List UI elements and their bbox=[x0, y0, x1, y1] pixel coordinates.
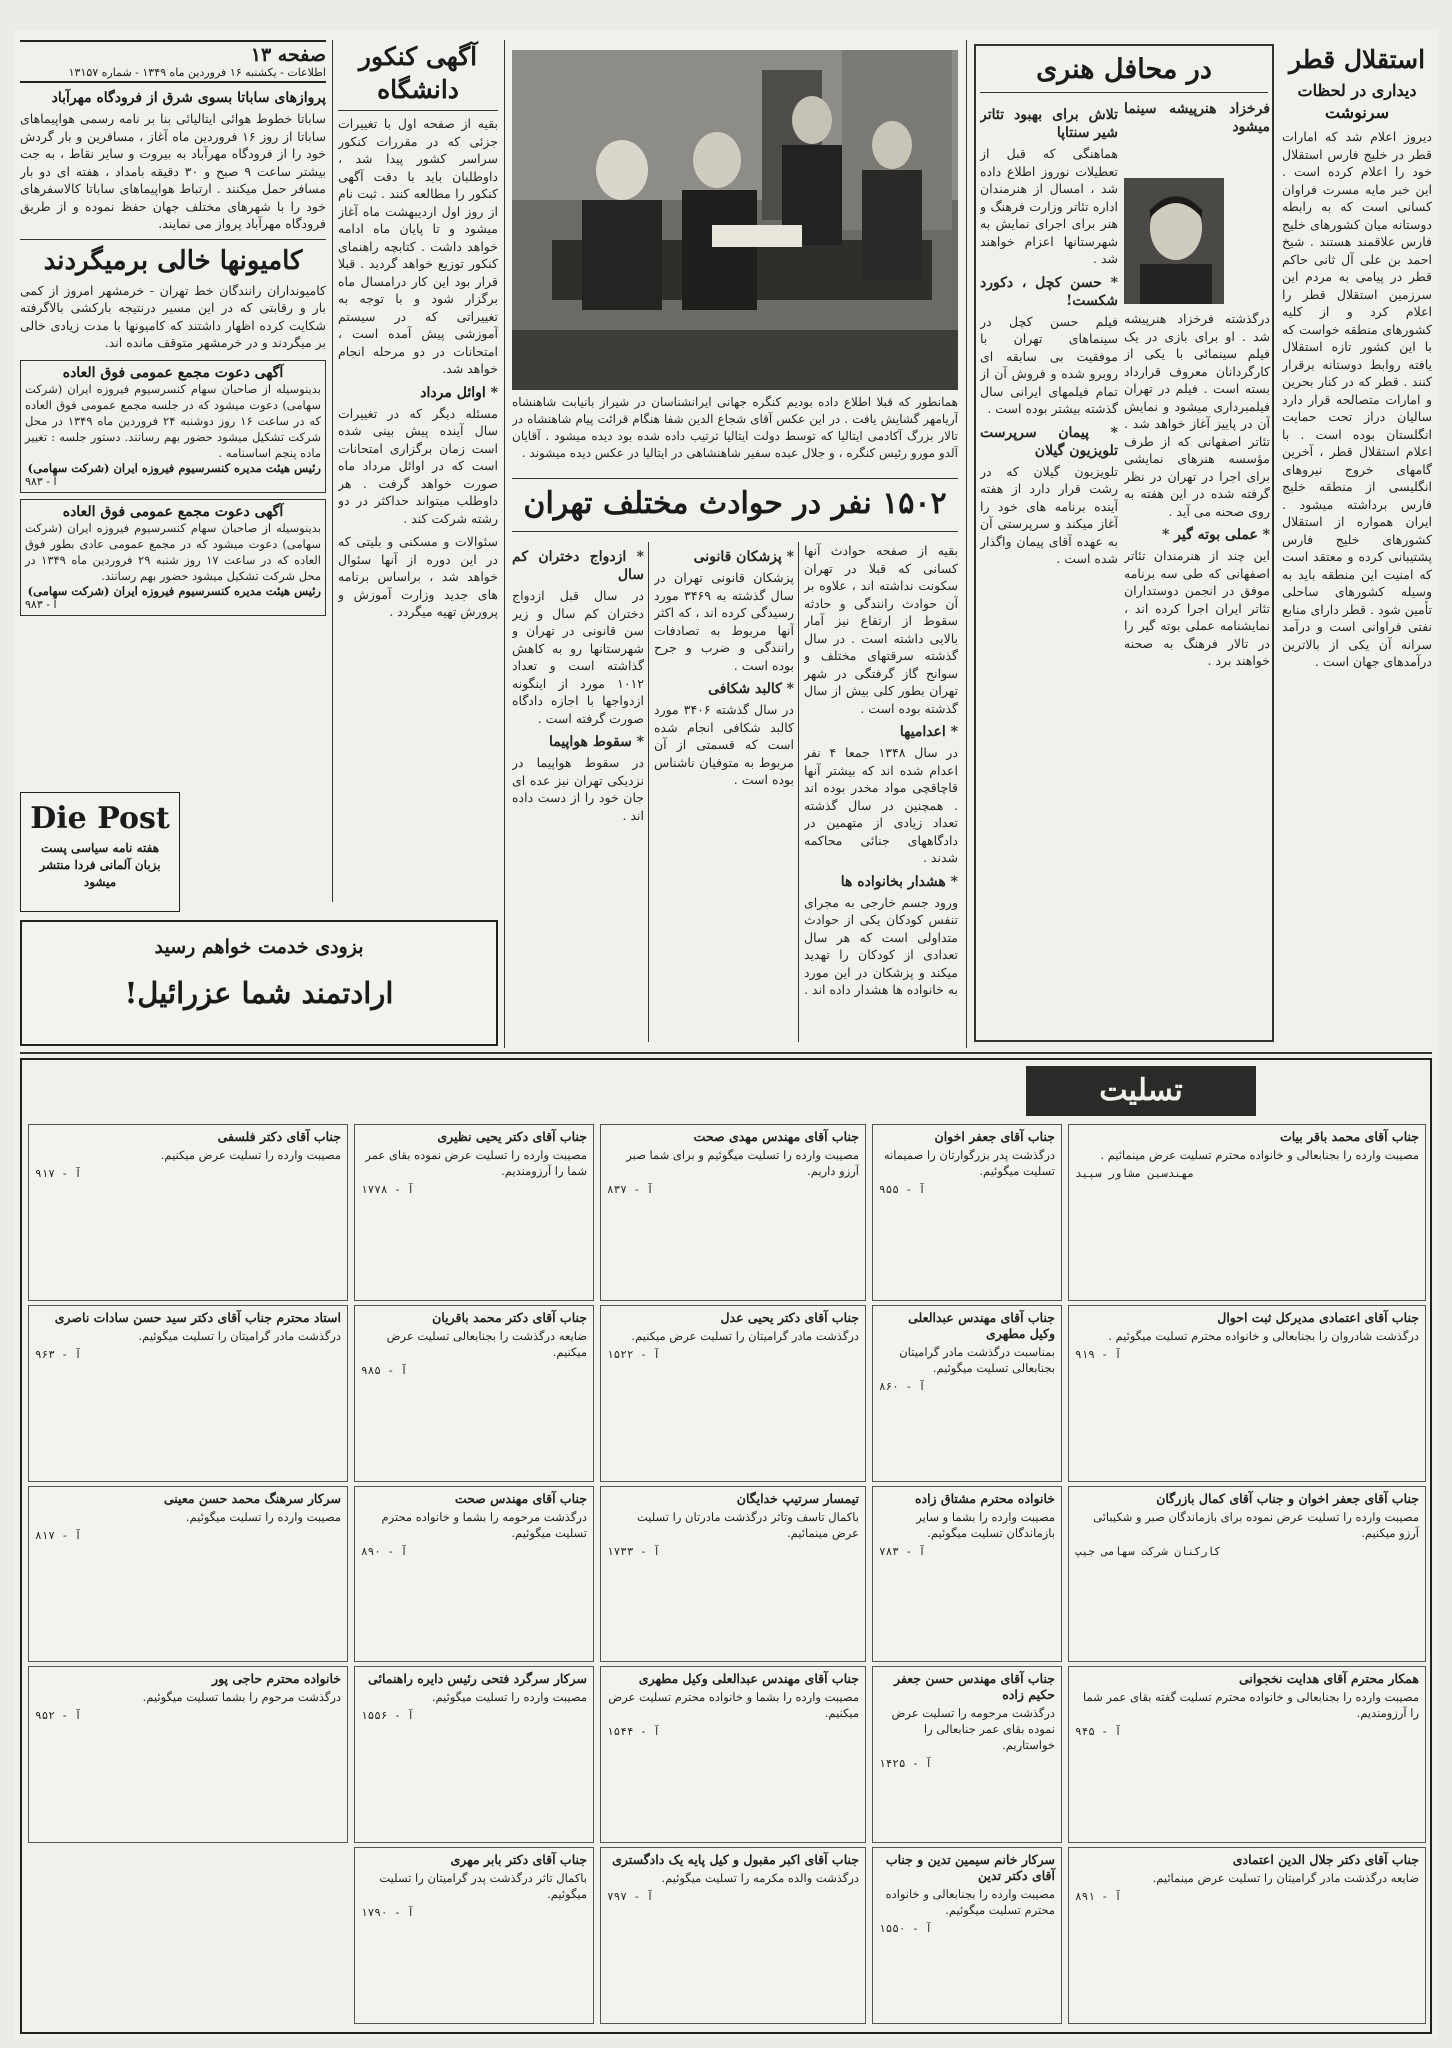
azrael-line-1: بزودی خدمت خواهم رسید bbox=[154, 936, 364, 958]
condolence-text: درگذشت مادر گرامیتان را تسلیت عرض میکنیم. bbox=[631, 1328, 859, 1343]
arts-sub-1: فرخزاد هنرپیشه سینما میشود bbox=[1124, 101, 1270, 135]
lead-body-3: ورود جسم خارجی به مجرای تنفس کودکان یکی از حوادث متداولی است که هر سال تعدادی از کودکان را تهدید میکند و پزشکان در این مورد به خانواده ها هشدار داده اند . bbox=[804, 894, 958, 997]
azrael-ad bbox=[20, 920, 498, 1046]
qatar-headline: استقلال قطر bbox=[1288, 45, 1426, 74]
arts-body-4: فیلم حسن کچل در سینماهای تهران با موفقیت بی سابقه ای روبرو شده و فروش آن از تمام فیلمهای ایرانی سال گذشته بیشتر بوده است . bbox=[980, 313, 1118, 416]
condolence-text: مصیبت وارده را بشما و خانواده محترم تسلیت عرض میکنیم. bbox=[608, 1690, 859, 1721]
condolence-text: درگذشت مرحومه را بشما و خانواده محترم تسلیت میگوئیم. bbox=[381, 1509, 587, 1540]
condolence-banner: تسلیت bbox=[1026, 1066, 1256, 1116]
arts-body-3: هماهنگی که قبل از تعطیلات نوروز اطلاع داده شد ، امسال از هنرمندان اداره تئاتر وزارت فرهنگ و هنر برای اجرای نمایش به شهرستانها اعزام خواهند شد . bbox=[980, 146, 1118, 266]
dateline: اطلاعات - یکشنبه ۱۶ فروردین ماه ۱۳۴۹ - شماره ۱۳۱۵۷ bbox=[68, 66, 326, 79]
lead-body-6: در سال قبل ازدواج دختران کم سال و زیر سن قانونی در تهران و شهرستانها رو به کاهش گذاشته است و تعداد ۱۰۱۲ مورد از اینگونه ازدواجها با اجازه دادگاه صورت گرفته است . bbox=[512, 588, 644, 726]
condolence-sender: آ - ۹۱۷ bbox=[35, 1167, 82, 1180]
condolence-notice bbox=[600, 1305, 866, 1482]
trucks-body: کامیونداران رانندگان خط تهران - خرمشهر امروز از کمی بار و رقابتی که در این مسیر درنتیجه بارکشی بالاگرفته شکایت کرده اظهار داشتند که کامیونها با مدت زیادی خالی بر میگردند و در خرمشهر متوقف مانده اند. bbox=[20, 282, 326, 350]
condolence-notice bbox=[600, 1124, 866, 1301]
condolence-text: مصیبت وارده را تسلیت عرض نموده برای بازماندگان صبر و شکیبائی آرزو میکنیم. bbox=[1093, 1509, 1419, 1540]
condolence-addressee: همکار محترم آقای هدایت نخجوانی bbox=[1238, 1671, 1419, 1687]
condolence-sender: آ - ۱۷۷۸ bbox=[361, 1183, 414, 1196]
condolence-text: ضایعه درگذشت مادر گرامیتان را تسلیت عرض مینمائیم. bbox=[1152, 1871, 1419, 1886]
page-number: صفحه ۱۳ bbox=[250, 44, 326, 66]
congress-photo bbox=[512, 50, 958, 390]
left-news-column bbox=[20, 40, 326, 910]
condolence-sender: آ - ۹۸۵ bbox=[361, 1363, 408, 1377]
condolence-sender: آ - ۷۹۷ bbox=[607, 1890, 654, 1904]
condolence-text: درگذشت مرحومه را تسلیت عرض نموده بقای عمر جنابعالی را خواستاریم. bbox=[891, 1706, 1055, 1753]
arts-sub-5: * پیمان سرپرست تلویزیون گیلان bbox=[980, 424, 1118, 459]
arts-sub-3: تلاش برای بهبود تئاتر شیر سنتاپا bbox=[980, 107, 1118, 141]
arts-body-5: تلویزیون گیلان که در رشت قرار دارد از هفته آینده برنامه های خود را آغاز میکند و سرپرستی آن به عهده آقای پیمان واگذار شده است . bbox=[980, 463, 1118, 566]
condolence-notice bbox=[354, 1305, 594, 1482]
page-masthead bbox=[20, 40, 326, 83]
photo-caption: همانطور که قبلا اطلاع داده بودیم کنگره جهانی ایرانشناسان در شیراز بانیابت شاهنشاه آریامهر گشایش یافت . در این عکس آقای شجاع الدین شفا هنگام قرائت پیام شاهنشاه در تالار بزرگ آکادمی ایتالیا که توسط دولت ایتالیا ترتیب داده شده بود دیده میشود . آقایان آلدو مورو رئیس کنگره ، و جلال عبده سفیر شاهنشاهی در ایتالیا در عکس دیده میشوند . bbox=[512, 395, 958, 460]
condolence-notice bbox=[354, 1124, 594, 1301]
condolence-text: مصیبت وارده را تسلیت میگوئیم. bbox=[431, 1690, 587, 1705]
condolence-addressee: جناب آقای جعفر اخوان و جناب آقای کمال بازرگان bbox=[1156, 1490, 1419, 1506]
condolence-sender: مهندسین مشاور سپید bbox=[1075, 1167, 1195, 1180]
condolence-sender: آ - ۸۹۱ bbox=[1075, 1890, 1122, 1904]
condolence-sender: آ - ۸۶۰ bbox=[879, 1379, 926, 1393]
condolence-notice bbox=[1068, 1305, 1426, 1482]
meeting-notice-2 bbox=[20, 499, 326, 616]
condolence-text: مصیبت وارده را بشما و سایر بازماندگان تسلیت میگوئیم. bbox=[916, 1509, 1055, 1540]
notice-1-sign: رئیس هیئت مدیره کنسرسیوم فیروزه ایران (شرکت سهامی) bbox=[27, 460, 321, 475]
condolence-text: باکمال تاثر درگذشت پدر گرامیتان را تسلیت میگوئیم. bbox=[379, 1871, 587, 1902]
arts-sub-4: * حسن کچل ، دکورد شکست! bbox=[980, 274, 1118, 309]
condolence-sender: آ - ۹۵۲ bbox=[35, 1709, 82, 1723]
condolence-addressee: جناب آقای مهندس صحت bbox=[454, 1490, 587, 1506]
condolence-addressee: جناب آقای دکتر جلال الدین اعتمادی bbox=[1232, 1852, 1419, 1868]
lead-col-right bbox=[804, 542, 958, 1042]
condolence-addressee: جناب آقای مهندس عبدالعلی وکیل مطهری bbox=[908, 1309, 1055, 1341]
condolence-notice bbox=[600, 1847, 866, 2024]
condolence-text: مصیبت وارده را بجنابعالی و خانواده محترم تسلیت میگوئیم. bbox=[885, 1887, 1055, 1918]
condolence-notice bbox=[1068, 1486, 1426, 1663]
lead-col-middle bbox=[654, 542, 794, 1042]
condolence-notice bbox=[1068, 1666, 1426, 1843]
condolence-notice bbox=[872, 1486, 1062, 1663]
condolence-sender: آ - ۱۵۴۴ bbox=[607, 1725, 660, 1739]
condolence-sender: کارکنان شرکت سهامی جیپ bbox=[1075, 1544, 1221, 1558]
lead-sub-2: * هشدار بخانواده ها bbox=[840, 873, 958, 890]
lead-headline: ۱۵۰۲ نفر در حوادث مختلف تهران bbox=[512, 478, 958, 532]
konkur-column bbox=[338, 40, 498, 890]
lead-sub-5: * ازدواج دختران کم سال bbox=[512, 549, 644, 583]
lead-sub-4: * کالبد شکافی bbox=[708, 681, 794, 697]
die-post-notice bbox=[20, 792, 180, 912]
condolence-notice bbox=[354, 1486, 594, 1663]
qatar-body: دیروز اعلام شد که امارات قطر در خلیج فارس استقلال خود را اعلام کرده است . این خبر مایه مسرت فراوان کسانی است که به رابطه دوستانه میان کشورهای خلیج فارس علاقمند هستند . شیخ احمد بن علی آل ثانی حاکم قطر در پیامی به مردم این سرزمین استقلال قطر را اعلام کرد و از کلیه کشورهای منطقه خواست که با این کشور تازه استقلال یافته روابط دوستانه برقرار کنند . قطر که در کنار بحرین و امارات متصالحه قرار دارد سالیان دراز تحت حمایت انگلستان بوده است . با اعلام استقلال قطر ، آخرین گامهای خروج نیروهای انگلیسی از منطقه خلیج فارس برداشته میشود . ایران همواره از استقلال کشورهای خلیج فارس پشتیبانی کرده و معتقد است که امنیت این منطقه باید به وسیله کشورهای ساحلی تأمین شود . قطر دارای منابع نفتی فراوانی است و درآمد سرانه آن یکی از بالاترین درآمدهای جهان است . bbox=[1282, 129, 1432, 669]
condolence-text: بمناسبت درگذشت مادر گرامیتان بجنابعالی تسلیت میگوئیم. bbox=[899, 1344, 1055, 1375]
arts-col-right bbox=[1124, 310, 1270, 1036]
condolence-sender: آ - ۹۶۳ bbox=[35, 1347, 82, 1361]
konkur-body-3: سئوالات و مسکنی و بلیتی که در این دوره از آنها سئوال خواهد شد ، براساس برنامه های جدید وزارت آموزش و پرورش تهیه میگردد . bbox=[338, 534, 498, 619]
arts-col-right-top bbox=[1124, 100, 1270, 176]
notice-2-code: آ - ۹۸۳ bbox=[25, 597, 57, 611]
condolence-notice bbox=[354, 1666, 594, 1843]
konkur-headline: آگهی کنکور دانشگاه bbox=[338, 40, 498, 111]
condolence-addressee: جناب آقای دکتر یحیی عدل bbox=[720, 1309, 859, 1325]
notice-2-sign: رئیس هیئت مدیره کنسرسیوم فیروزه ایران (شرکت سهامی) bbox=[27, 583, 321, 598]
condolence-addressee: سرکار سرهنگ محمد حسن معینی bbox=[163, 1490, 341, 1506]
lead-body-5: در سال گذشته ۳۴۰۶ مورد کالبد شکافی انجام شده است که قسمتی از آن مربوط به متوفیان ناشناس بوده است . bbox=[654, 702, 794, 787]
condolence-addressee: جناب آقای دکتر فلسفی bbox=[217, 1129, 341, 1144]
lead-body-2: در سال ۱۳۴۸ جمعا ۴ نفر اعدام شده اند که بیشتر آنها قاچاقچی مواد مخدر بوده اند . همچنین در سال گذشته تعداد زیادی از متهمین در دادگاههای جنائی محاکمه شدند . bbox=[804, 745, 958, 865]
condolence-sender: آ - ۹۱۹ bbox=[1075, 1347, 1122, 1361]
sabata-body: ساباتا خطوط هوائی ایتالیائی بنا بر نامه رسمی هواپیماهای ساباتا از روز ۱۶ فروردین ماه آغاز ، مسافرین و بار گردش خود را از فرودگاه مهرآباد به بیروت و سایر نقاط ، به جت بیشتر ساعت ۹ صبح و ۳۰ دقیقه بامداد ، هفته ای دو بار مسافر حمل میکنند . ارتباط هواپیماهای ساباتا کالاسفرهای خود را با شهرهای مختلف جهان حفظ نموده و از طریق فرودگاه مهرآباد پرواز می نمایند. bbox=[20, 111, 326, 231]
condolence-sender: آ - ۸۳۷ bbox=[607, 1183, 654, 1196]
condolence-notice bbox=[1068, 1847, 1426, 2024]
arts-body-2: این چند از هنرمندان تئاتر اصفهانی که طی سه برنامه موفق در انجمن دوستداران تئاتر ایران اجرا کرده اند ، نمایشنامه عملی بوته گیر را در تالار فرهنگ به صحنه خواهند برد . bbox=[1124, 548, 1270, 668]
lead-sub-1: * اعدامیها bbox=[899, 724, 958, 740]
notice-1-title: آگهی دعوت مجمع عمومی فوق العاده bbox=[62, 364, 284, 381]
sabata-headline: پروازهای ساباتا بسوی شرق از فرودگاه مهرآباد bbox=[51, 90, 326, 106]
condolence-sender: آ - ۱۷۹۰ bbox=[361, 1906, 414, 1920]
condolence-sender: آ - ۱۵۵۶ bbox=[361, 1709, 414, 1723]
notice-1-code: آ - ۹۸۳ bbox=[25, 474, 57, 488]
lead-sub-3: * پزشکان قانونی bbox=[693, 549, 794, 565]
condolence-text: درگذشت پدر بزرگوارتان را صمیمانه تسلیت میگوئیم. bbox=[883, 1148, 1055, 1178]
condolence-text: مصیبت وارده را تسلیت عرض میکنیم. bbox=[160, 1148, 341, 1162]
condolence-notice bbox=[872, 1305, 1062, 1482]
condolence-sender: آ - ۸۹۰ bbox=[361, 1544, 408, 1558]
notice-2-body: بدینوسیله از صاحبان سهام کنسرسیوم فیروزه ایران (شرکت سهامی) دعوت میشود که در مجمع عمومی عادی بطور فوق العاده که در ساعت ۱۷ روز شنبه ۲۹ فروردین ماه ۱۳۴۹ در محل شرکت تشکیل میشود حضور بهم رسانند. bbox=[25, 520, 321, 583]
condolence-notice bbox=[1068, 1124, 1426, 1301]
condolence-text: درگذشت مادر گرامیتان را تسلیت میگوئیم. bbox=[138, 1328, 341, 1343]
portrait-art bbox=[1124, 178, 1224, 304]
condolence-sender: آ - ۱۵۲۲ bbox=[607, 1347, 660, 1361]
lead-body-4: پزشکان قانونی تهران در سال گذشته به ۳۴۶۹ مورد رسیدگی کرده اند ، که اکثر آنها مربوط به تصادفات رانندگی و ضرب و جرح بوده است . bbox=[654, 570, 794, 673]
konkur-body: بقیه از صفحه اول با تغییرات جزئی که در مقررات کنکور سراسر کشور پیدا شد ، داوطلبان باید با دقت آگهی کنکور را مطالعه کنند . ثبت نام از روز اول اردیبهشت ماه آغاز میشود و تا پایان ماه ادامه خواهد داشت . کتابچه راهنمای کنکور توزیع خواهد گردید . قبلا قرار بود این کار درامسال ماه برگزار شود و با توجه به تغییراتی که در سیستم آموزشی پیش آمده است ، امتحانات در دو مرحله انجام خواهد شد. bbox=[338, 116, 498, 376]
condolence-text: ضایعه درگذشت را بجنابعالی تسلیت عرض میکنیم. bbox=[386, 1328, 587, 1359]
condolence-addressee: جناب آقای اعتمادی مدیرکل ثبت احوال bbox=[1217, 1309, 1419, 1325]
condolence-addressee: استاد محترم جناب آقای دکتر سید حسن سادات ناصری bbox=[54, 1309, 341, 1325]
condolence-text: درگذشت والده مکرمه را تسلیت میگوئیم. bbox=[661, 1871, 859, 1886]
condolence-addressee: جناب آقای محمد باقر بیات bbox=[1279, 1129, 1419, 1144]
lead-col-left bbox=[512, 542, 644, 1042]
condolence-addressee: جناب آقای جعفر اخوان bbox=[934, 1129, 1055, 1144]
condolence-notice bbox=[872, 1124, 1062, 1301]
newspaper-page bbox=[14, 30, 1438, 2038]
arts-body-1: درگذشته فرخزاد هنرپیشه شد . او برای بازی در یک فیلم سینمائی با یکی از کارگردانان معروف قرارداد بسته است . فیلم در تهران فیلمبرداری میشود و نمایش آن در پاییز آغاز خواهد شد . تئاتر اصفهانی که از طرف مؤسسه هنرهای نمایشی برای اجرا در تهران در نظر گرفته شده در این هفته به روی صحنه می آید . bbox=[1124, 311, 1270, 519]
condolence-addressee: جناب آقای مهندس عبدالعلی وکیل مطهری bbox=[638, 1671, 859, 1687]
condolence-sender: آ - ۱۵۵۰ bbox=[879, 1922, 932, 1936]
notice-1-body: بدینوسیله از صاحبان سهام کنسرسیوم فیروزه ایران (شرکت سهامی) دعوت میشود که در جلسه مجمع عمومی فوق العاده که در ساعت ۱۶ روز دوشنبه ۲۴ فروردین ماه ۱۳۴۹ در محل شرکت تشکیل میشود حضور بهم رسانند. دستور جلسه : تغییر ماده پنجم اساسنامه . bbox=[25, 381, 322, 460]
qatar-subhead: دیداری در لحظات سرنوشت bbox=[1297, 81, 1417, 122]
konkur-subhead: * اوائل مرداد bbox=[420, 384, 498, 401]
condolence-text: مصیبت وارده را تسلیت عرض نموده بقای عمر شما را آرزومندیم. bbox=[365, 1148, 587, 1178]
condolence-text: مصیبت وارده را تسلیت میگوئیم و برای شما صبر آرزو داریم. bbox=[626, 1148, 859, 1178]
arts-col-left bbox=[980, 100, 1118, 1036]
condolence-sender: آ - ۹۴۵ bbox=[1075, 1725, 1122, 1739]
qatar-column bbox=[1282, 44, 1432, 1042]
condolence-sender: آ - ۱۴۲۵ bbox=[879, 1757, 932, 1771]
condolence-notice bbox=[28, 1124, 348, 1301]
condolence-notice bbox=[872, 1666, 1062, 1843]
konkur-body-2: مسئله دیگر که در تغییرات سال آینده پیش بینی شده است زمان برگزاری امتحانات است که در اوائل مرداد ماه صورت خواهد گرفت . هر داوطلب میتواند حداکثر در دو رشته شرکت کند . bbox=[338, 405, 498, 526]
lead-sub-6: * سقوط هواپیما bbox=[548, 734, 644, 750]
azrael-line-2: ارادتمند شما عزرائیل! bbox=[124, 976, 394, 1010]
condolence-addressee: جناب آقای دکتر یحیی نظیری bbox=[437, 1129, 587, 1144]
condolence-text: مصیبت وارده را تسلیت میگوئیم. bbox=[185, 1509, 341, 1524]
trucks-headline: کامیونها خالی برمیگردند bbox=[43, 245, 303, 276]
condolence-sender: آ - ۸۱۷ bbox=[35, 1528, 82, 1542]
condolence-notice bbox=[28, 1305, 348, 1482]
lead-body-1: بقیه از صفحه حوادث آنها کسانی که قبلا در تهران سکونت نداشته اند ، علاوه بر آن حوادث رانندگی و حادثه سقوط از ارتفاع نیز آمار بالایی داشته است . در سال گذشته سرقتهای مختلف و سوانح گاز گرفتگی در شهر تهران بطور کلی بیش از سال گذشته بوده است . bbox=[804, 543, 958, 716]
die-post-subtitle: هفته نامه سیاسی پست بزبان آلمانی فردا منتشر میشود bbox=[39, 841, 161, 889]
condolence-notice bbox=[600, 1666, 866, 1843]
condolence-addressee: جناب آقای اکبر مقبول و کیل پایه یک دادگستری bbox=[612, 1852, 859, 1868]
condolence-sender: آ - ۷۸۳ bbox=[879, 1544, 926, 1558]
condolence-text: درگذشت شادروان را بجنابعالی و خانواده محترم تسلیت میگوئیم . bbox=[1108, 1328, 1419, 1343]
meeting-notice-1 bbox=[20, 360, 326, 493]
congress-photo-art bbox=[512, 50, 958, 390]
condolence-notice bbox=[354, 1847, 594, 2024]
condolence-addressee: خانواده محترم حاجی پور bbox=[212, 1671, 341, 1687]
condolence-addressee: جناب آقای دکتر بابر مهری bbox=[450, 1852, 587, 1868]
condolence-sender: آ - ۹۵۵ bbox=[879, 1183, 926, 1196]
portrait-photo bbox=[1124, 178, 1224, 304]
arts-headline: در محافل هنری bbox=[980, 48, 1268, 93]
condolence-notice bbox=[600, 1486, 866, 1663]
condolence-text: درگذشت مرحوم را بشما تسلیت میگوئیم. bbox=[142, 1690, 341, 1705]
condolence-sender: آ - ۱۷۳۳ bbox=[607, 1544, 660, 1558]
condolence-notice bbox=[28, 1666, 348, 1843]
condolence-text: مصیبت وارده را بجنابعالی و خانواده محترم تسلیت عرض مینمائیم . bbox=[1100, 1148, 1419, 1162]
condolence-addressee: تیمسار سرتیپ خدایگان bbox=[736, 1490, 859, 1506]
condolence-addressee: سرکار خانم سیمین تدین و جناب آقای دکتر تدین bbox=[885, 1852, 1055, 1884]
condolence-addressee: سرکار سرگرد فتحی رئیس دایره راهنمائی bbox=[368, 1671, 587, 1687]
notice-2-title: آگهی دعوت مجمع عمومی فوق العاده bbox=[62, 503, 284, 520]
die-post-title: Die Post bbox=[30, 801, 170, 836]
condolence-notice bbox=[28, 1486, 348, 1663]
condolence-text: مصیبت وارده را بجنابعالی و خانواده محترم تسلیت گفته بقای عمر شما را آرزومندیم. bbox=[1082, 1690, 1419, 1721]
lead-body-7: در سقوط هواپیما در نزدیکی تهران نیز عده ای جان خود را از دست داده اند . bbox=[512, 755, 644, 823]
condolence-text: باکمال تاسف وتاثر درگذشت مادرتان را تسلیت عرض مینمائیم. bbox=[636, 1509, 859, 1540]
condolence-addressee: جناب آقای دکتر محمد باقریان bbox=[432, 1309, 587, 1325]
condolence-addressee: خانواده محترم مشتاق زاده bbox=[914, 1490, 1055, 1506]
condolence-notice bbox=[872, 1847, 1062, 2024]
condolence-addressee: جناب آقای مهندس مهدی صحت bbox=[693, 1129, 859, 1144]
arts-sub-2: * عملی بوته گیر * bbox=[1161, 527, 1270, 543]
condolence-addressee: جناب آقای مهندس حسن جعفر حکیم زاده bbox=[894, 1671, 1055, 1703]
